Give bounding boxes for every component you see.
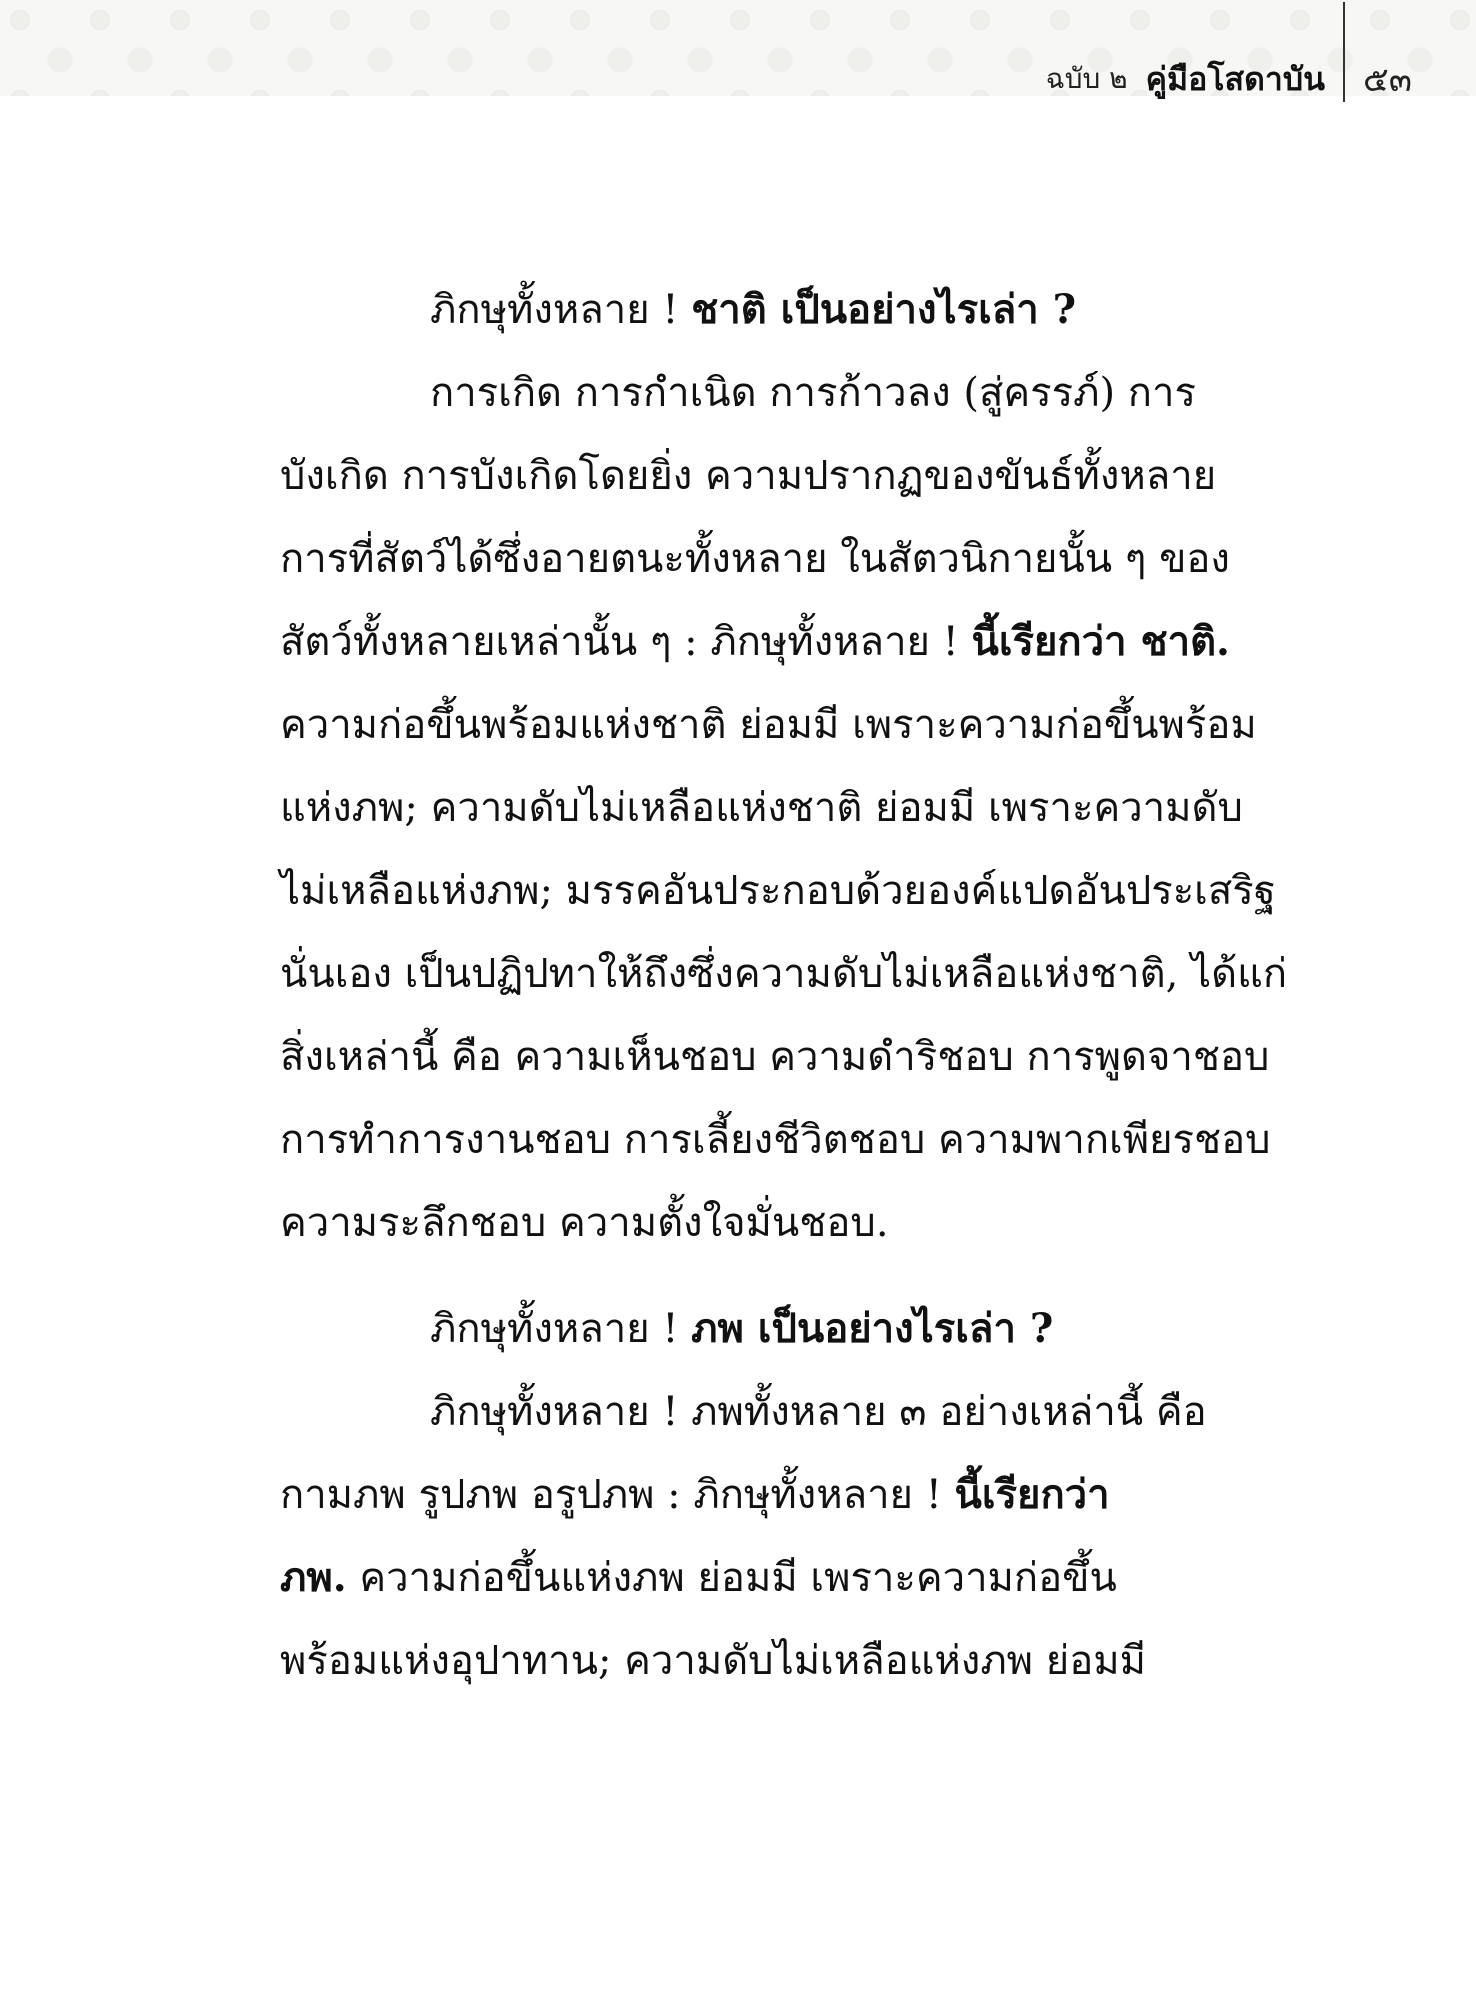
paragraph-line: [280, 1377, 1276, 1447]
text-run: บังเกิด การบังเกิดโดยยิ่ง ความปรากฏของขันธ์ทั้งหลาย: [280, 453, 1217, 499]
paragraph-line: [280, 1022, 1276, 1092]
running-header: [1046, 54, 1412, 104]
text-run: ความก่อขึ้นพร้อมแห่งชาติ ย่อมมี เพราะความก่อขึ้นพร้อม: [280, 702, 1257, 748]
paragraph-line: [280, 607, 1276, 677]
text-run: ไม่เหลือแห่งภพ; มรรคอันประกอบด้วยองค์แปดอันประเสริฐ: [280, 868, 1276, 914]
text-run: ความก่อขึ้นแห่งภพ ย่อมมี เพราะความก่อขึ้น: [346, 1555, 1117, 1601]
paragraph-line: [280, 1543, 1276, 1613]
text-run: ภิกษุทั้งหลาย ! ภพทั้งหลาย ๓ อย่างเหล่านี้ คือ: [430, 1389, 1207, 1435]
text-run: การทำการงานชอบ การเลี้ยงชีวิตชอบ ความพากเพียรชอบ: [280, 1117, 1271, 1163]
text-run: แห่งภพ; ความดับไม่เหลือแห่งชาติ ย่อมมี เพราะความดับ: [280, 785, 1243, 831]
paragraph-line: [280, 1460, 1276, 1530]
text-run: กามภพ รูปภพ อรูปภพ : ภิกษุทั้งหลาย !: [280, 1472, 955, 1518]
heading-chati: [280, 275, 1276, 345]
paragraph-line: [280, 441, 1276, 511]
edition-label: ฉบับ ๒: [1045, 62, 1128, 95]
text-run: ความระลึกชอบ ความตั้งใจมั่นชอบ.: [280, 1200, 889, 1246]
header-divider: [1343, 2, 1345, 102]
paragraph-line: [280, 1105, 1276, 1175]
text-run: สิ่งเหล่านี้ คือ ความเห็นชอบ ความดำริชอบ การพูดจาชอบ: [280, 1034, 1270, 1080]
heading-phop: [280, 1294, 1276, 1364]
text-run: นั่นเอง เป็นปฏิปทาให้ถึงซึ่งความดับไม่เหลือแห่งชาติ, ได้แก่: [280, 951, 1288, 997]
paragraph-line: [280, 939, 1288, 1009]
paragraph-line: [280, 358, 1276, 428]
page-number: ๕๓: [1363, 60, 1412, 100]
text-run: ภิกษุทั้งหลาย !: [430, 287, 692, 333]
book-title: คู่มือโสดาบัน: [1145, 59, 1326, 98]
paragraph-line: [280, 1626, 1276, 1696]
text-run-bold: นี้เรียกว่า ชาติ.: [971, 618, 1230, 665]
paragraph-line: [280, 773, 1276, 843]
text-run-bold: ภพ.: [280, 1554, 347, 1601]
text-run: ภิกษุทั้งหลาย !: [430, 1306, 692, 1352]
text-run: สัตว์ทั้งหลายเหล่านั้น ๆ : ภิกษุทั้งหลาย !: [280, 619, 972, 665]
text-run-bold: ชาติ เป็นอย่างไรเล่า ?: [691, 286, 1077, 333]
text-run: พร้อมแห่งอุปาทาน; ความดับไม่เหลือแห่งภพ ย่อมมี: [280, 1638, 1146, 1684]
text-run-bold: ภพ เป็นอย่างไรเล่า ?: [691, 1305, 1054, 1352]
text-run: การที่สัตว์ได้ซึ่งอายตนะทั้งหลาย ในสัตวนิกายนั้น ๆ ของ: [280, 536, 1230, 582]
text-run-bold: นี้เรียกว่า: [954, 1471, 1110, 1518]
text-run: การเกิด การกำเนิด การก้าวลง (สู่ครรภ์) การ: [430, 370, 1196, 416]
paragraph-line: [280, 856, 1276, 926]
paragraph-line: [280, 524, 1276, 594]
paragraph-line: [280, 1188, 1276, 1258]
paragraph-line: [280, 690, 1276, 760]
